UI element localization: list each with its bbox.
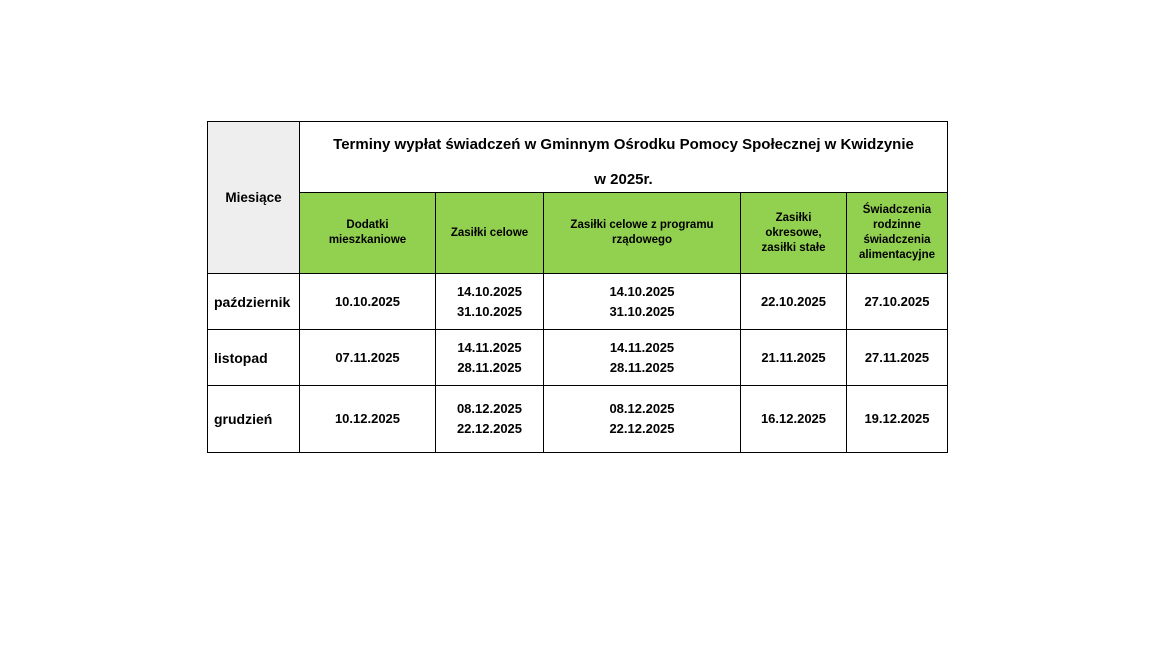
payment-schedule-table (207, 121, 948, 453)
month-cell: grudzień (208, 386, 300, 453)
column-header-dodatki-mieszkaniowe: Dodatki mieszkaniowe (300, 193, 436, 274)
column-header-row (208, 193, 948, 274)
page-title: Terminy wypłat świadczeń w Gminnym Ośrodku Pomocy Społecznej w Kwidzynie (333, 136, 914, 153)
date-cell: 22.10.2025 (741, 274, 847, 330)
date-line: 14.11.2025 (609, 339, 675, 355)
date-line: 22.12.2025 (456, 421, 523, 436)
date-cell: 16.12.2025 (741, 386, 847, 453)
date-cell: 10.10.2025 (300, 274, 436, 330)
date-cell: 07.11.2025 (300, 330, 436, 386)
date-line: 08.12.2025 (609, 401, 675, 416)
column-header-swiadczenia-rodzinne: Świadczenia rodzinne świadczenia alimentacyjne (847, 193, 948, 274)
date-line: 28.11.2025 (609, 359, 675, 375)
date-cell: 21.11.2025 (741, 330, 847, 386)
column-header-zasilki-celowe: Zasiłki celowe (436, 193, 544, 274)
payment-schedule-table-container (207, 121, 948, 453)
table-row-grudzien (208, 386, 948, 453)
month-cell: listopad (208, 330, 300, 386)
date-cell (436, 386, 544, 453)
months-corner-header: Miesiące (208, 122, 300, 274)
date-line: 14.11.2025 (457, 339, 522, 355)
table-row-pazdziernik (208, 274, 948, 330)
date-cell (544, 386, 741, 453)
column-header-zasilki-program-rzadowy: Zasiłki celowe z programu rządowego (544, 193, 741, 274)
date-line: 28.11.2025 (457, 359, 522, 375)
date-line: 31.10.2025 (609, 303, 675, 319)
column-header-zasilki-okresowe-stale: Zasiłki okresowe, zasiłki stałe (741, 193, 847, 274)
date-line: 14.10.2025 (609, 283, 675, 299)
date-cell: 27.11.2025 (847, 330, 948, 386)
date-cell: 10.12.2025 (300, 386, 436, 453)
date-cell (544, 274, 741, 330)
table-row-listopad (208, 330, 948, 386)
month-cell: październik (208, 274, 300, 330)
date-cell (436, 330, 544, 386)
date-line: 08.12.2025 (456, 401, 523, 416)
date-cell (436, 274, 544, 330)
date-line: 22.12.2025 (609, 421, 675, 436)
date-cell: 27.10.2025 (847, 274, 948, 330)
date-line: 31.10.2025 (456, 303, 523, 319)
page-title-year: w 2025r. (594, 171, 653, 188)
title-row (208, 122, 948, 193)
table-title-cell (300, 122, 948, 193)
date-cell (544, 330, 741, 386)
date-line: 14.10.2025 (456, 283, 523, 299)
date-cell: 19.12.2025 (847, 386, 948, 453)
